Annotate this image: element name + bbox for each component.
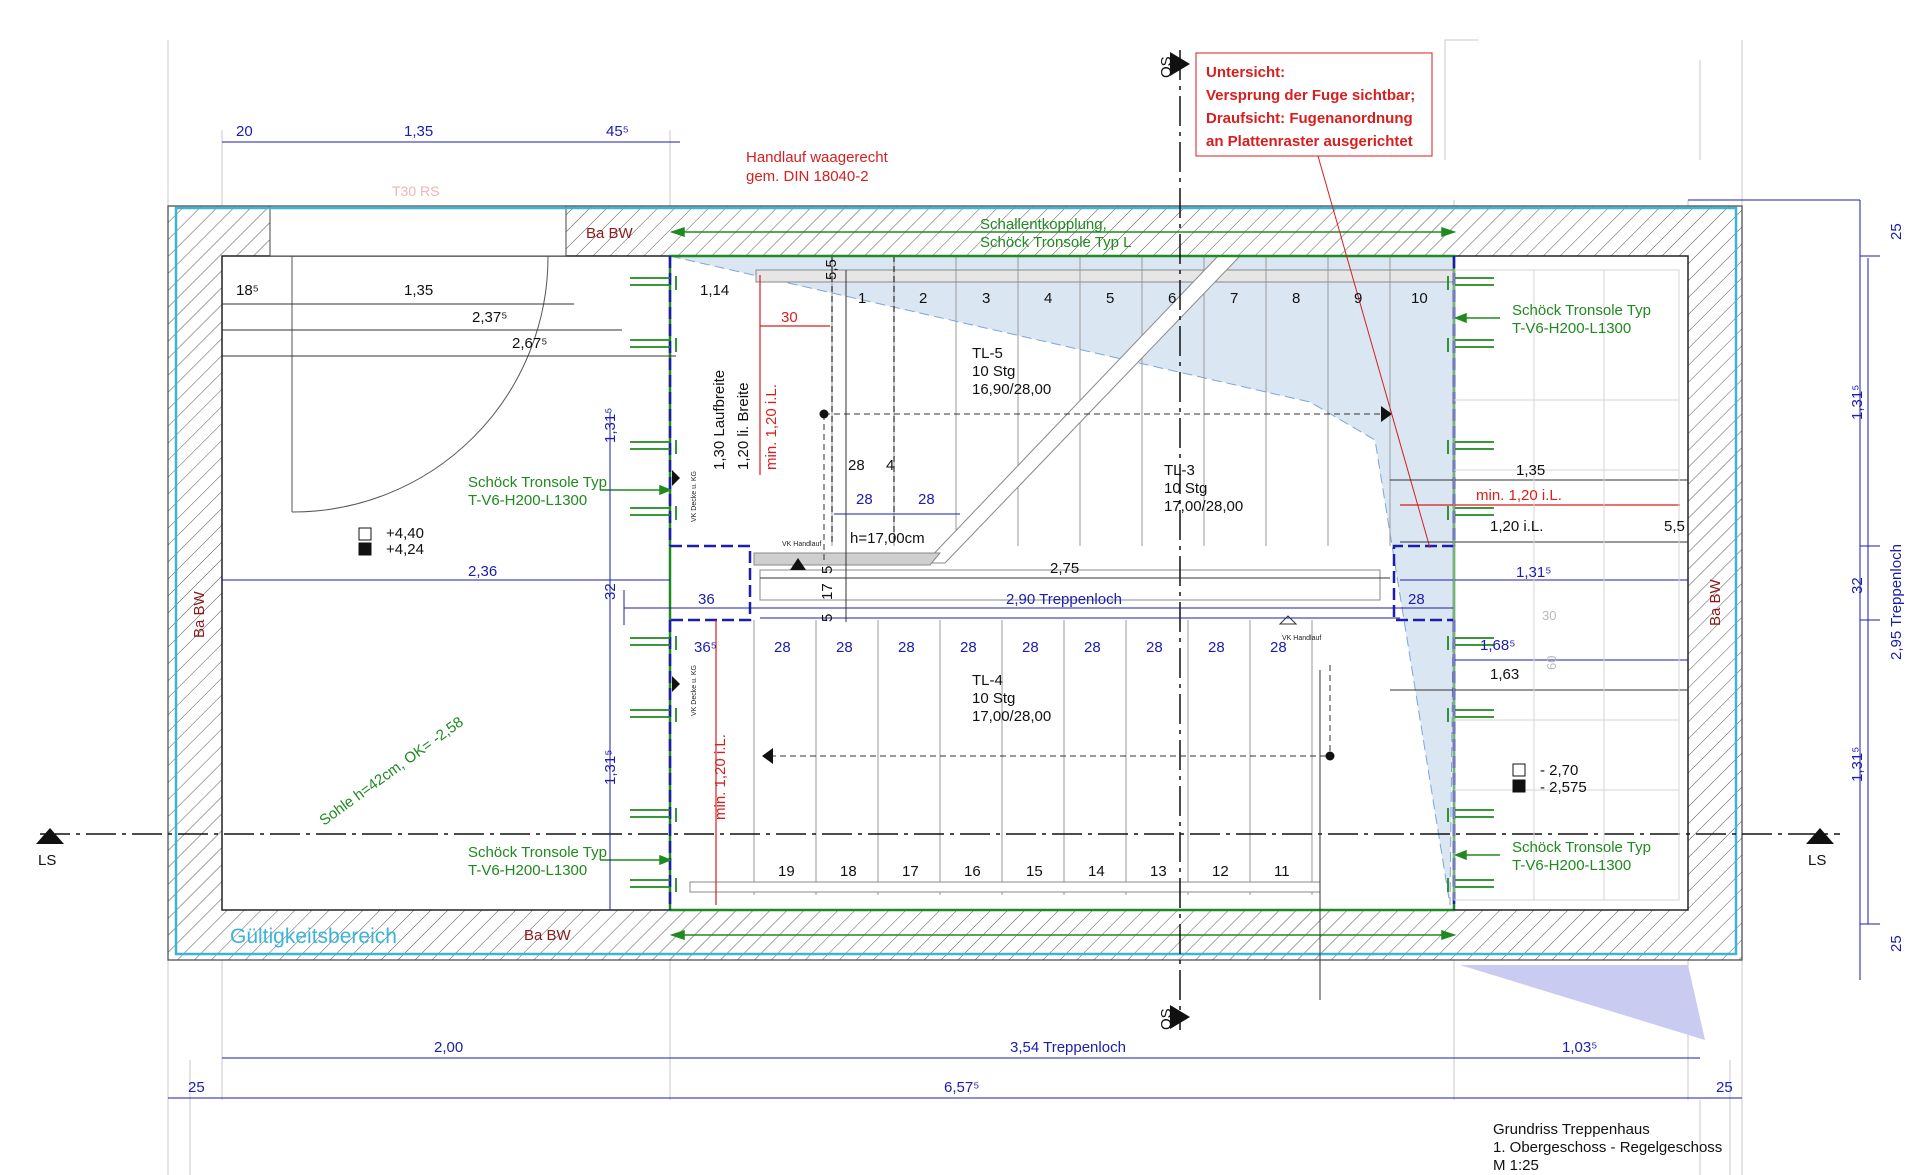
dim-25-right-top: 25 — [1888, 223, 1905, 240]
laufbreite-label: 1,30 Laufbreite — [711, 369, 728, 470]
step-number: 13 — [1150, 863, 1167, 880]
dim-290-treppenloch: 2,90 Treppenloch — [1006, 591, 1122, 608]
dim-200: 2,00 — [434, 1039, 464, 1056]
tl3-ratio: 17,00/28,00 — [1164, 498, 1244, 515]
step-number: 19 — [778, 863, 795, 880]
tl5-name: TL-5 — [972, 345, 1003, 362]
tronsole-bl-typ: Schöck Tronsole Typ — [468, 844, 607, 861]
title-line-3: M 1:25 — [1493, 1157, 1539, 1174]
validity-label: Gültigkeitsbereich — [230, 925, 397, 948]
level-lower-bottom: - 2,575 — [1540, 779, 1587, 796]
level-upper-top: +4,40 — [386, 525, 424, 542]
tronsole-br-typ: Schöck Tronsole Typ — [1512, 839, 1651, 856]
tl3-name: TL-3 — [1164, 462, 1195, 479]
dim-1315-right-bottom: 1,31⁵ — [1849, 746, 1866, 782]
step-number: 8 — [1292, 290, 1301, 307]
breite-label: 1,20 li. Breite — [735, 382, 752, 470]
tl5-steps: 10 Stg — [972, 363, 1016, 380]
ba-bw-top: Ba BW — [586, 225, 633, 242]
step-number: 11 — [1274, 863, 1290, 880]
step-number: 9 — [1354, 290, 1363, 307]
dimensions-bottom — [188, 1039, 1733, 1096]
step-number: 12 — [1212, 863, 1229, 880]
dim-2375: 2,37⁵ — [472, 309, 508, 326]
tl3-steps: 10 Stg — [1164, 480, 1208, 497]
dim-28-blue-a: 28 — [856, 491, 873, 508]
level-filled-square-lower — [1513, 780, 1525, 792]
ls-label-left: LS — [38, 852, 57, 869]
ba-bw-left: Ba BW — [191, 591, 208, 638]
dim-275: 2,75 — [1050, 560, 1080, 577]
dim-28-blue-b: 28 — [918, 491, 935, 508]
level-filled-square-upper — [359, 543, 371, 555]
dim-17: 17 — [819, 583, 836, 600]
step-number: 7 — [1230, 290, 1239, 307]
handlauf-note-line-1: Handlauf waagerecht — [746, 149, 888, 166]
h-label: h=17,00cm — [850, 530, 925, 547]
dim-28: 28 — [1084, 639, 1101, 656]
tl4-name: TL-4 — [972, 672, 1003, 689]
dim-236: 2,36 — [468, 563, 498, 580]
title-line-1: Grundriss Treppenhaus — [1493, 1121, 1650, 1138]
dim-top-135: 1,35 — [404, 123, 434, 140]
dim-295-treppenloch: 2,95 Treppenloch — [1888, 544, 1905, 660]
vk-handlauf-label-upper: VK Handlauf — [782, 541, 822, 548]
dim-2675: 2,67⁵ — [512, 335, 548, 352]
dimensions-top — [236, 123, 629, 140]
annotation-line-4: an Plattenraster ausgerichtet — [1206, 133, 1413, 150]
tronsole-br-code: T-V6-H200-L1300 — [1512, 857, 1632, 874]
dim-top-45: 45⁵ — [606, 123, 629, 140]
dim-135-inner: 1,35 — [404, 282, 434, 299]
dim-28-landing: 28 — [1408, 591, 1425, 608]
dim-114: 1,14 — [700, 282, 730, 299]
schallentkopplung-line-1: Schallentkopplung, — [980, 216, 1107, 233]
step-number: 18 — [840, 863, 857, 880]
title-line-2: 1. Obergeschoss - Regelgeschoss — [1493, 1139, 1723, 1156]
vk-handlauf-label-lower: VK Handlauf — [1282, 635, 1322, 642]
step-number: 5 — [1106, 290, 1115, 307]
dim-1315-left-bottom: 1,31⁵ — [602, 749, 619, 785]
dim-32-right: 32 — [1849, 577, 1866, 594]
dim-1315-landing: 1,31⁵ — [1516, 564, 1552, 581]
ba-bw-right: Ba BW — [1707, 579, 1724, 626]
dim-28: 28 — [836, 639, 853, 656]
dim-1315-left-top: 1,31⁵ — [602, 407, 619, 443]
tl4-steps: 10 Stg — [972, 690, 1016, 707]
dim-163: 1,63 — [1490, 666, 1520, 683]
ls-left-marker — [36, 828, 64, 844]
dim-28: 28 — [960, 639, 977, 656]
dim-28: 28 — [1208, 639, 1225, 656]
tl5-ratio: 16,90/28,00 — [972, 381, 1052, 398]
qs-label-top: QS — [1158, 56, 1175, 78]
dim-28: 28 — [1146, 639, 1163, 656]
tronsole-tr-code: T-V6-H200-L1300 — [1512, 320, 1632, 337]
step-numbers-lower — [778, 863, 1290, 880]
ls-right-marker — [1806, 828, 1834, 844]
step-number: 15 — [1026, 863, 1043, 880]
dimensions-right — [1849, 223, 1905, 952]
dim-25-right-bottom: 25 — [1888, 935, 1905, 952]
step-number: 10 — [1411, 290, 1428, 307]
dim-28: 28 — [898, 639, 915, 656]
tronsole-bl-code: T-V6-H200-L1300 — [468, 862, 588, 879]
dim-min-120-right: min. 1,20 i.L. — [1476, 487, 1562, 504]
min-il-lower: min. 1,20 i.L. — [712, 734, 729, 820]
step-number: 3 — [982, 290, 991, 307]
dim-25-right: 25 — [1716, 1079, 1733, 1096]
step-number: 2 — [919, 290, 928, 307]
ba-bw-bottom: Ba BW — [524, 927, 571, 944]
dim-354-treppenloch: 3,54 Treppenloch — [1010, 1039, 1126, 1056]
dim-55-right: 5,5 — [1664, 518, 1685, 535]
grid-mark-60: 60 — [1544, 655, 1559, 670]
underside-shade — [1460, 965, 1705, 1040]
dim-28: 28 — [1270, 639, 1287, 656]
dim-1035: 1,03⁵ — [1562, 1039, 1598, 1056]
schallentkopplung-line-2: Schöck Tronsole Typ L — [980, 234, 1132, 251]
step-number: 6 — [1168, 290, 1177, 307]
step-number: 17 — [902, 863, 919, 880]
ls-label-right: LS — [1808, 852, 1827, 869]
step-number: 4 — [1044, 290, 1053, 307]
annotation-line-2: Versprung der Fuge sichtbar; — [1206, 87, 1416, 104]
dim-185: 18⁵ — [236, 282, 259, 299]
vk-decke-upper: VK Decke u. KG — [691, 471, 698, 522]
level-upper-bottom: +4,24 — [386, 541, 424, 558]
dim-4: 4 — [886, 457, 895, 474]
dim-30: 30 — [781, 309, 798, 326]
dim-55-top: 5,5 — [823, 259, 840, 280]
dim-365: 36⁵ — [694, 639, 717, 656]
dim-1685: 1,68⁵ — [1480, 637, 1516, 654]
dim-1315-right-top: 1,31⁵ — [1849, 384, 1866, 420]
annotation-line-3: Draufsicht: Fugenanordnung — [1206, 110, 1413, 127]
dim-25-left: 25 — [188, 1079, 205, 1096]
qs-label-bottom: QS — [1158, 1008, 1175, 1030]
t30-label: T30 RS — [392, 183, 440, 199]
sohle-label: Sohle h=42cm, OK= -2,58 — [316, 713, 467, 830]
dim-6575: 6,57⁵ — [944, 1079, 980, 1096]
dim-5-b: 5 — [819, 613, 836, 622]
dim-28: 28 — [774, 639, 791, 656]
vk-decke-lower: VK Decke u. KG — [691, 665, 698, 716]
tl4-ratio: 17,00/28,00 — [972, 708, 1052, 725]
tronsole-ml-code: T-V6-H200-L1300 — [468, 492, 588, 509]
grid-mark-30: 30 — [1542, 608, 1557, 623]
step-number: 14 — [1088, 863, 1105, 880]
dim-120-il: 1,20 i.L. — [1490, 518, 1544, 535]
min-il-upper: min. 1,20 i.L. — [763, 384, 780, 470]
dim-top-20: 20 — [236, 123, 253, 140]
door-opening — [270, 206, 566, 256]
level-lower-top: - 2,70 — [1540, 762, 1579, 779]
dim-32-left: 32 — [602, 583, 619, 600]
dim-36: 36 — [698, 591, 715, 608]
handlauf-note-line-2: gem. DIN 18040-2 — [746, 168, 869, 185]
dim-28: 28 — [1022, 639, 1039, 656]
step-number: 16 — [964, 863, 981, 880]
dim-28-upper: 28 — [848, 457, 865, 474]
level-open-square-lower — [1513, 764, 1525, 776]
title-block — [1493, 1121, 1722, 1174]
level-open-square-upper — [359, 528, 371, 540]
tronsole-tr-typ: Schöck Tronsole Typ — [1512, 302, 1651, 319]
dim-5-a: 5 — [819, 565, 836, 574]
dim-135-right: 1,35 — [1516, 462, 1546, 479]
annotation-line-1: Untersicht: — [1206, 64, 1286, 81]
step-number: 1 — [858, 290, 867, 307]
tronsole-ml-typ: Schöck Tronsole Typ — [468, 474, 607, 491]
